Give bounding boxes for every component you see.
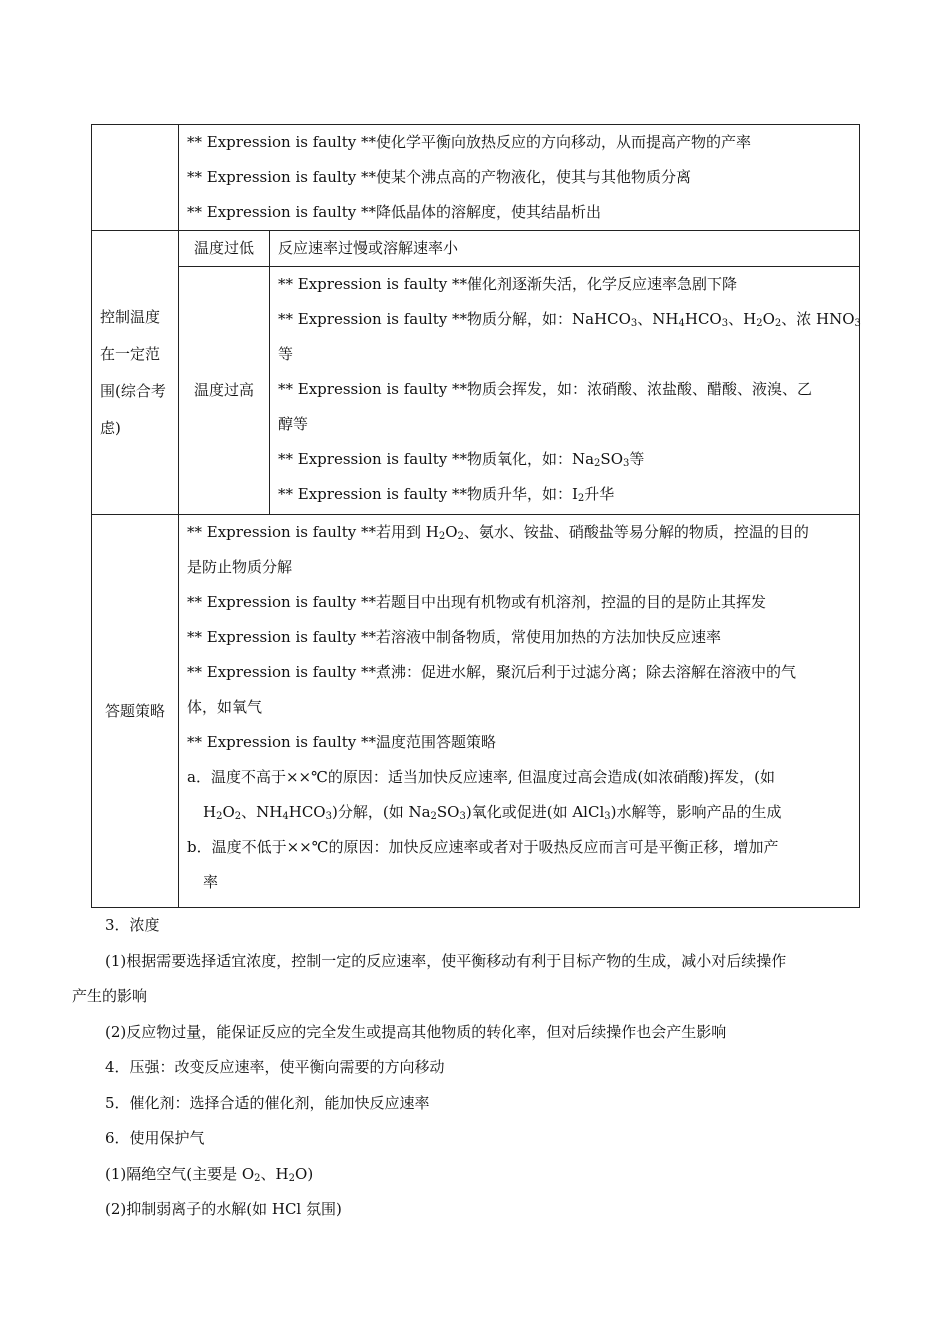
- section-heading: 6．使用保护气: [105, 1129, 205, 1147]
- low-temp-label: 温度过低: [179, 231, 270, 267]
- paragraph-continuation: 产生的影响: [72, 987, 148, 1005]
- list-item: ** Expression is faulty **使化学平衡向放热反应的方向移动，从而提高产物的产率: [187, 133, 751, 151]
- paragraph: (2)反应物过量，能保证反应的完全发生或提高其他物质的转化率，但对后续操作也会产生影响: [105, 1022, 727, 1041]
- list-item: ** Expression is faulty **温度范围答题策略: [187, 733, 496, 751]
- table-row: [92, 515, 860, 908]
- paragraph: (1)隔绝空气(主要是 $O_2$、$H_2O$): [105, 1164, 314, 1184]
- table-row: [92, 267, 860, 515]
- content-cell: [179, 515, 860, 908]
- list-item: ** Expression is faulty **若题目中出现有机物或有机溶剂，控温的目的是防止其挥发: [187, 593, 766, 611]
- list-item-continuation: 是防止物质分解: [187, 558, 293, 576]
- strategy-b-continuation: 率: [203, 873, 219, 891]
- strategy-a-continuation: $H_2O_2$、$NH_4HCO_3$)分解，(如 $Na_2SO_3$)氧化或促进(如 AlCl$_3$)水解等，影响产品的生成: [203, 803, 782, 822]
- list-item: ** Expression is faulty **若溶液中制备物质，常使用加热的方法加快反应速率: [187, 628, 721, 646]
- low-temp-text: 反应速率过慢或溶解速率小: [278, 239, 459, 257]
- section-heading: 5．催化剂：选择合适的催化剂，能加快反应速率: [105, 1093, 430, 1112]
- body-text: [0, 908, 950, 1228]
- list-item-continuation: 等: [278, 345, 294, 363]
- table-row: [92, 125, 860, 231]
- list-item: ** Expression is faulty **物质升华，如：$I_2$升华: [278, 485, 615, 504]
- strategy-a: a．温度不高于××℃的原因：适当加快反应速率, 但温度过高会造成(如浓硝酸)挥发，(如: [187, 768, 775, 786]
- strategy-b: b．温度不低于××℃的原因：加快反应速率或者对于吸热反应而言可是平衡正移，增加产: [187, 838, 779, 856]
- list-item: ** Expression is faulty **若用到 $H_2O_2$、氨水、铵盐、硝酸盐等易分解的物质，控温的目的: [187, 523, 809, 542]
- content-cell: [270, 267, 860, 515]
- list-item: ** Expression is faulty **催化剂逐渐失活，化学反应速率急剧下降: [278, 275, 737, 293]
- content-cell: [179, 125, 860, 231]
- temperature-control-table: [91, 124, 860, 908]
- row-label: 答题策略: [92, 515, 179, 908]
- list-item: ** Expression is faulty **使某个沸点高的产物液化，使其与其他物质分离: [187, 168, 691, 186]
- list-item: ** Expression is faulty **降低晶体的溶解度，使其结晶析出: [187, 203, 601, 221]
- table-row: [92, 231, 860, 267]
- list-item: ** Expression is faulty **物质分解，如：NaHCO$_3$、$NH_4HCO_3$、$H_2O_2$、浓 $HNO_3$: [278, 310, 861, 329]
- row-label: 控制温度在一定范围(综合考虑): [92, 231, 179, 515]
- high-temp-label: 温度过高: [179, 267, 270, 515]
- list-item: ** Expression is faulty **物质氧化，如：$Na_2SO_3$等: [278, 450, 645, 469]
- list-item: ** Expression is faulty **物质会挥发，如：浓硝酸、浓盐酸、醋酸、液溴、乙: [278, 380, 812, 398]
- section-heading: 3．浓度: [105, 916, 160, 934]
- empty-label-cell: [92, 125, 179, 231]
- list-item-continuation: 体，如氧气: [187, 698, 263, 716]
- list-item-continuation: 醇等: [278, 415, 309, 433]
- paragraph: (1)根据需要选择适宜浓度，控制一定的反应速率，使平衡移动有利于目标产物的生成，减小对后续操作: [105, 951, 787, 970]
- list-item: ** Expression is faulty **煮沸：促进水解，聚沉后利于过滤分离；除去溶解在溶液中的气: [187, 663, 796, 681]
- section-heading: 4．压强：改变反应速率，使平衡向需要的方向移动: [105, 1058, 445, 1076]
- content-cell: [270, 231, 860, 267]
- paragraph: (2)抑制弱离子的水解(如 HCl 氛围): [105, 1200, 342, 1218]
